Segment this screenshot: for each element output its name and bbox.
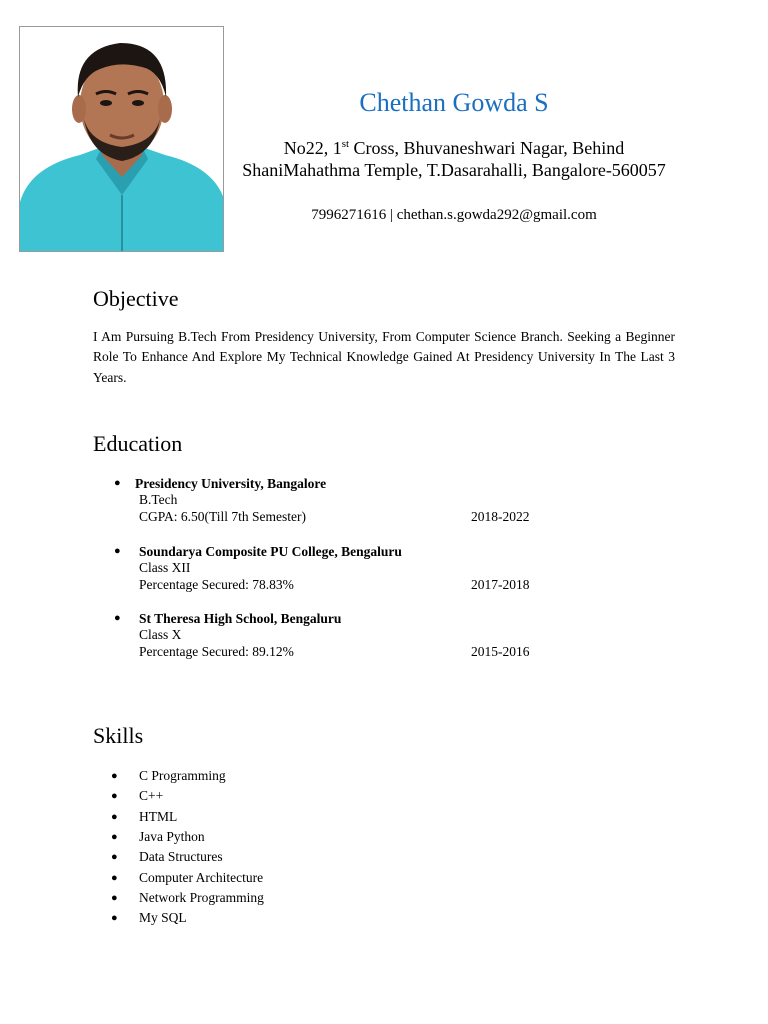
bullet-icon: ● [111,851,118,864]
address-part1: No22, 1 [283,138,342,158]
education-qualification: Class X [139,627,182,642]
profile-photo-illustration [20,27,224,252]
skill-label: My SQL [139,910,187,926]
skills-list [111,766,264,928]
address-part2: Cross, Bhuvaneshwari Nagar, Behind ShaniMahathma Temple, T.Dasarahalli, Bangalore-560057 [242,138,666,180]
education-years: 2017-2018 [471,577,530,592]
education-score: CGPA: 6.50(Till 7th Semester) [139,509,307,524]
education-years: 2018-2022 [471,509,530,524]
skill-label: HTML [139,808,178,824]
objective-text: I Am Pursuing B.Tech From Presidency University, From Computer Science Branch. Seeking a Beginner Role To Enhance And Explore My Technical Knowledge Gained At Presidency University In The Last 3 Years. [93,329,675,385]
bullet-icon: ● [111,810,118,823]
list-item [111,827,264,847]
list-item [111,908,264,928]
list-item [111,786,264,806]
list-item [111,888,264,908]
education-institution: Soundarya Composite PU College, Bengaluru [139,544,402,559]
objective-heading: Objective [93,286,179,311]
bullet-icon: ● [111,831,118,844]
skill-label: C++ [139,788,164,804]
bullet-icon: ● [114,545,121,557]
candidate-contact: 7996271616 | chethan.s.gowda292@gmail.com [311,207,597,223]
education-heading: Education [93,431,183,456]
list-item [111,847,264,867]
skills-heading: Skills [93,723,144,748]
bullet-icon: ● [114,612,121,624]
skill-label: Network Programming [139,889,264,905]
education-qualification: B.Tech [139,492,178,507]
skill-label: Java Python [139,829,205,845]
bullet-icon: ● [111,891,118,904]
bullet-icon: ● [111,912,118,925]
candidate-name: Chethan Gowda S [359,88,549,117]
list-item [111,867,264,887]
profile-photo [19,26,224,252]
skill-label: Data Structures [139,849,223,865]
list-item [111,807,264,827]
skill-label: Computer Architecture [139,869,264,885]
candidate-address [240,137,668,181]
education-score: Percentage Secured: 78.83% [139,577,294,592]
bullet-icon: ● [111,770,118,783]
list-item [111,766,264,786]
skill-label: C Programming [139,768,226,784]
bullet-icon: ● [111,871,118,884]
education-years: 2015-2016 [471,644,530,659]
address-sup: st [341,138,350,150]
education-institution: St Theresa High School, Bengaluru [139,611,342,626]
education-score: Percentage Secured: 89.12% [139,644,294,659]
bullet-icon: ● [111,790,118,803]
education-institution: Presidency University, Bangalore [135,476,327,491]
education-qualification: Class XII [139,560,191,575]
bullet-icon: ● [114,477,121,489]
